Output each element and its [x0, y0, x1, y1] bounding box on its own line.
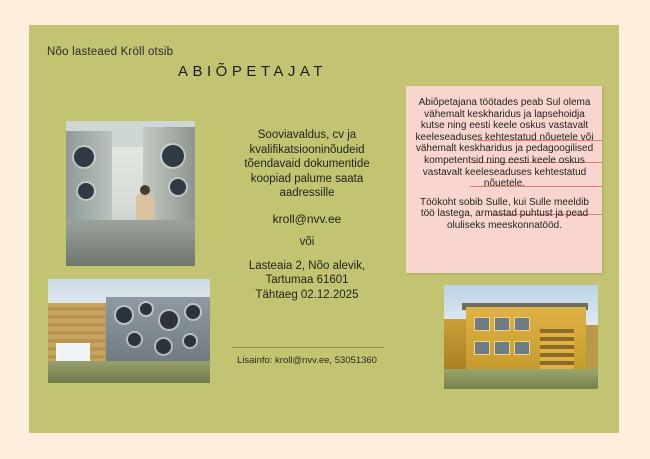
- porthole-window-icon: [162, 145, 184, 167]
- exterior-staircase: [540, 329, 574, 369]
- porthole-window-icon: [140, 303, 152, 315]
- window: [474, 317, 490, 331]
- window: [494, 317, 510, 331]
- porthole-window-icon: [186, 305, 200, 319]
- ground: [444, 369, 598, 389]
- instruction-line-1: Sooviavaldus, cv ja: [257, 129, 357, 141]
- divider: [232, 347, 384, 348]
- instruction-line-5: aadressille: [279, 187, 335, 199]
- or-separator: või: [299, 236, 315, 248]
- gray-wall-section: [106, 297, 210, 367]
- kindergarten-corridor-photo: [66, 121, 195, 266]
- porthole-window-icon: [74, 147, 94, 167]
- yellow-building-photo: [444, 285, 598, 389]
- porthole-window-icon: [170, 179, 186, 195]
- email-link[interactable]: kroll@nvv.ee: [272, 211, 342, 226]
- wooden-wall-section: [48, 303, 108, 365]
- instruction-line-2: kvalifikatsiooninõudeid: [249, 143, 365, 156]
- instruction-line-3: tõendavaid dokumentide: [244, 158, 370, 170]
- requirements-note-text: [412, 97, 597, 232]
- porthole-window-icon: [160, 311, 178, 329]
- porthole-window-icon: [78, 183, 94, 199]
- contact-phone[interactable]: 53051360: [334, 355, 377, 366]
- ground: [48, 361, 210, 383]
- page-title: Nõo lasteaed Kröll otsib: [47, 46, 174, 58]
- porthole-window-icon: [156, 339, 171, 354]
- deadline-text: Tähtaeg 02.12.2025: [255, 288, 359, 301]
- window: [514, 341, 530, 355]
- suitability-paragraph: Töökoht sobib Sulle, kui Sulle meeldib töö lastega, armastad puhtust ja pead oluliseks meeskonnatööd.: [420, 196, 589, 231]
- kindergarten-facade-photo: [48, 279, 210, 383]
- address-line-1: Lasteaia 2, Nõo alevik,: [248, 259, 366, 272]
- address-line-2: Tartumaa 61601: [265, 274, 349, 286]
- contact-email[interactable]: Lisainfo: kroll@nvv.ee,: [237, 355, 333, 366]
- corridor-floor: [66, 220, 195, 266]
- porthole-window-icon: [184, 335, 196, 347]
- instruction-line-4: koopiad palume saata: [250, 172, 364, 185]
- window: [474, 341, 490, 355]
- contact-info: [214, 354, 400, 367]
- application-instructions: [214, 128, 400, 302]
- window: [494, 341, 510, 355]
- window: [514, 317, 530, 331]
- porthole-window-icon: [116, 307, 132, 323]
- requirements-paragraph: Abiõpetajana töötades peab Sul olema vähemalt keskharidus ja lapsehoidja kutse ning eesti keele oskus vastavalt keeleseaduses kehtestatud nõuetele või vähemalt keskharidus ja pedagoogilised kompetentsid ning eesti keele oskus vastavalt keeleseaduses kehtestatud nõuetele.: [415, 97, 594, 190]
- porthole-window-icon: [128, 333, 141, 346]
- job-role-title: ABIÕPETAJAT: [178, 63, 327, 80]
